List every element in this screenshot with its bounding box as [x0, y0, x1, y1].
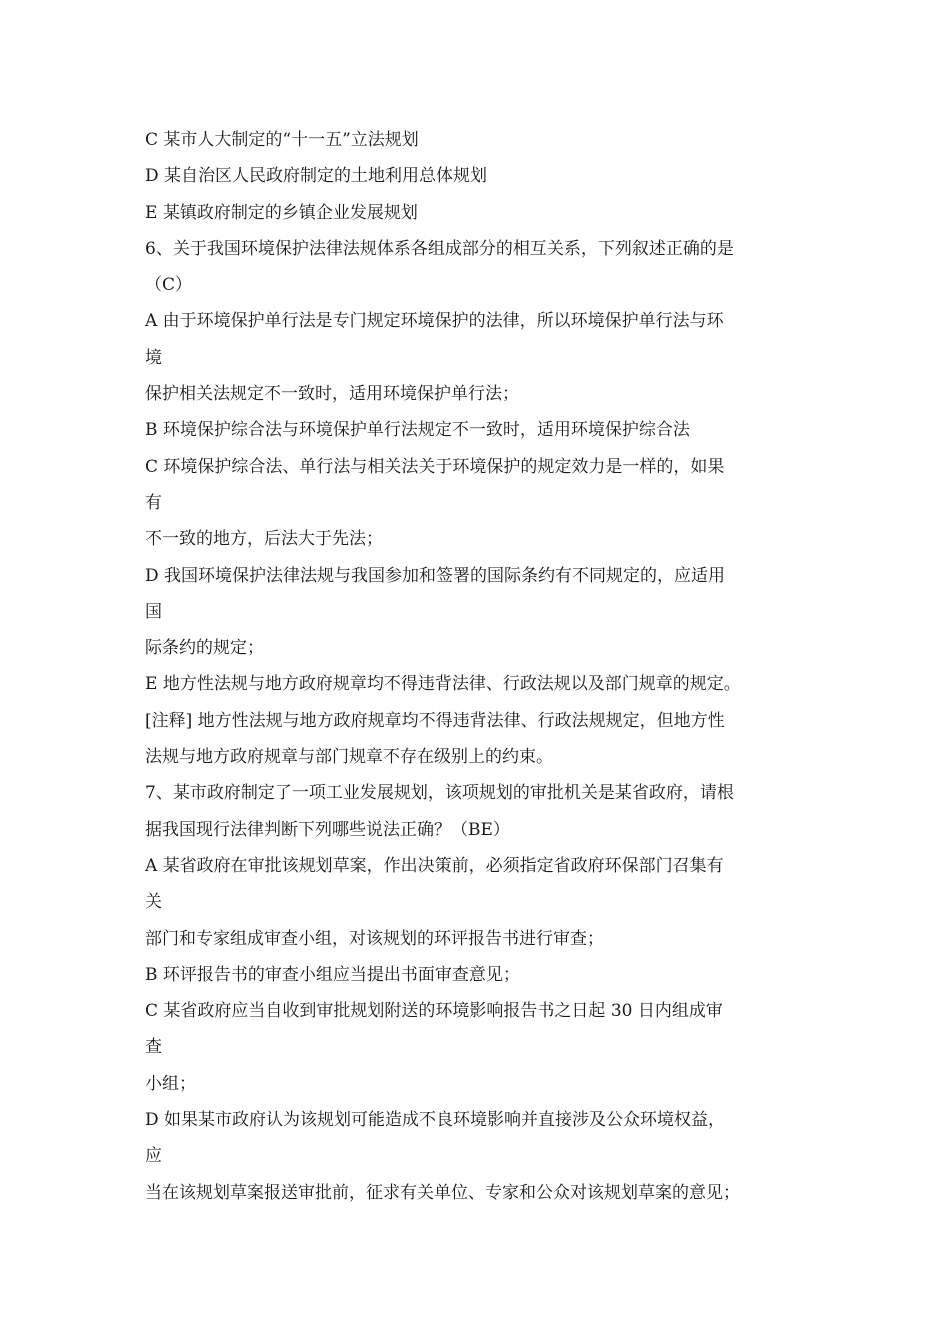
question-6-answer-line: （C）	[145, 275, 193, 296]
option-e-line: E 某镇政府制定的乡镇企业发展规划	[145, 202, 418, 223]
q6-note-cont-line: 法规与地方政府规章与部门规章不存在级别上的约束。	[145, 747, 553, 768]
document-body	[145, 122, 825, 1211]
q6-option-a-line: A 由于环境保护单行法是专门规定环境保护的法律，所以环境保护单行法与环	[145, 311, 724, 332]
q7-option-d-wrap-line: 应	[145, 1146, 162, 1167]
q7-option-b-line: B 环评报告书的审查小组应当提出书面审查意见；	[145, 964, 520, 985]
q6-option-c-line: C 环境保护综合法、单行法与相关法关于环境保护的规定效力是一样的，如果	[145, 456, 725, 477]
q6-option-d-wrap-line: 国	[145, 601, 162, 622]
q6-option-a-wrap-line: 境	[145, 347, 162, 368]
q7-option-c-cont-line: 小组；	[145, 1073, 196, 1094]
q6-option-a-cont-line: 保护相关法规定不一致时，适用环境保护单行法；	[145, 384, 519, 405]
question-6-line: 6、关于我国环境保护法律法规体系各组成部分的相互关系，下列叙述正确的是	[145, 238, 734, 259]
option-d-line: D 某自治区人民政府制定的土地利用总体规划	[145, 166, 488, 187]
question-7-cont-line: 据我国现行法律判断下列哪些说法正确？（BE）	[145, 819, 510, 840]
q6-option-d-line: D 我国环境保护法律法规与我国参加和签署的国际条约有不同规定的，应适用	[145, 565, 726, 586]
q6-option-c-wrap-line: 有	[145, 492, 162, 513]
q7-option-d-line: D 如果某市政府认为该规划可能造成不良环境影响并直接涉及公众环境权益，	[145, 1110, 726, 1131]
q7-option-d-cont-line: 当在该规划草案报送审批前，征求有关单位、专家和公众对该规划草案的意见；	[145, 1182, 740, 1203]
q7-option-a-line: A 某省政府在审批该规划草案，作出决策前，必须指定省政府环保部门召集有	[145, 855, 724, 876]
q6-note-line: [注释] 地方性法规与地方政府规章均不得违背法律、行政法规规定，但地方性	[145, 710, 725, 731]
option-c-line: C 某市人大制定的“十一五”立法规划	[145, 130, 419, 150]
q6-option-e-line: E 地方性法规与地方政府规章均不得违背法律、行政法规以及部门规章的规定。	[145, 674, 741, 695]
q7-option-c-line: C 某省政府应当自收到审批规划附送的环境影响报告书之日起 30 日内组成审	[145, 1001, 723, 1022]
q6-option-d-cont-line: 际条约的规定；	[145, 638, 264, 659]
q7-option-c-wrap-line: 查	[145, 1037, 162, 1058]
q6-option-b-line: B 环境保护综合法与环境保护单行法规定不一致时，适用环境保护综合法	[145, 420, 690, 441]
q7-option-a-cont-line: 部门和专家组成审查小组，对该规划的环评报告书进行审查；	[145, 928, 604, 949]
question-7-line: 7、某市政府制定了一项工业发展规划，该项规划的审批机关是某省政府，请根	[145, 783, 734, 804]
q7-option-a-wrap-line: 关	[145, 892, 162, 913]
q6-option-c-cont-line: 不一致的地方，后法大于先法；	[145, 529, 383, 550]
